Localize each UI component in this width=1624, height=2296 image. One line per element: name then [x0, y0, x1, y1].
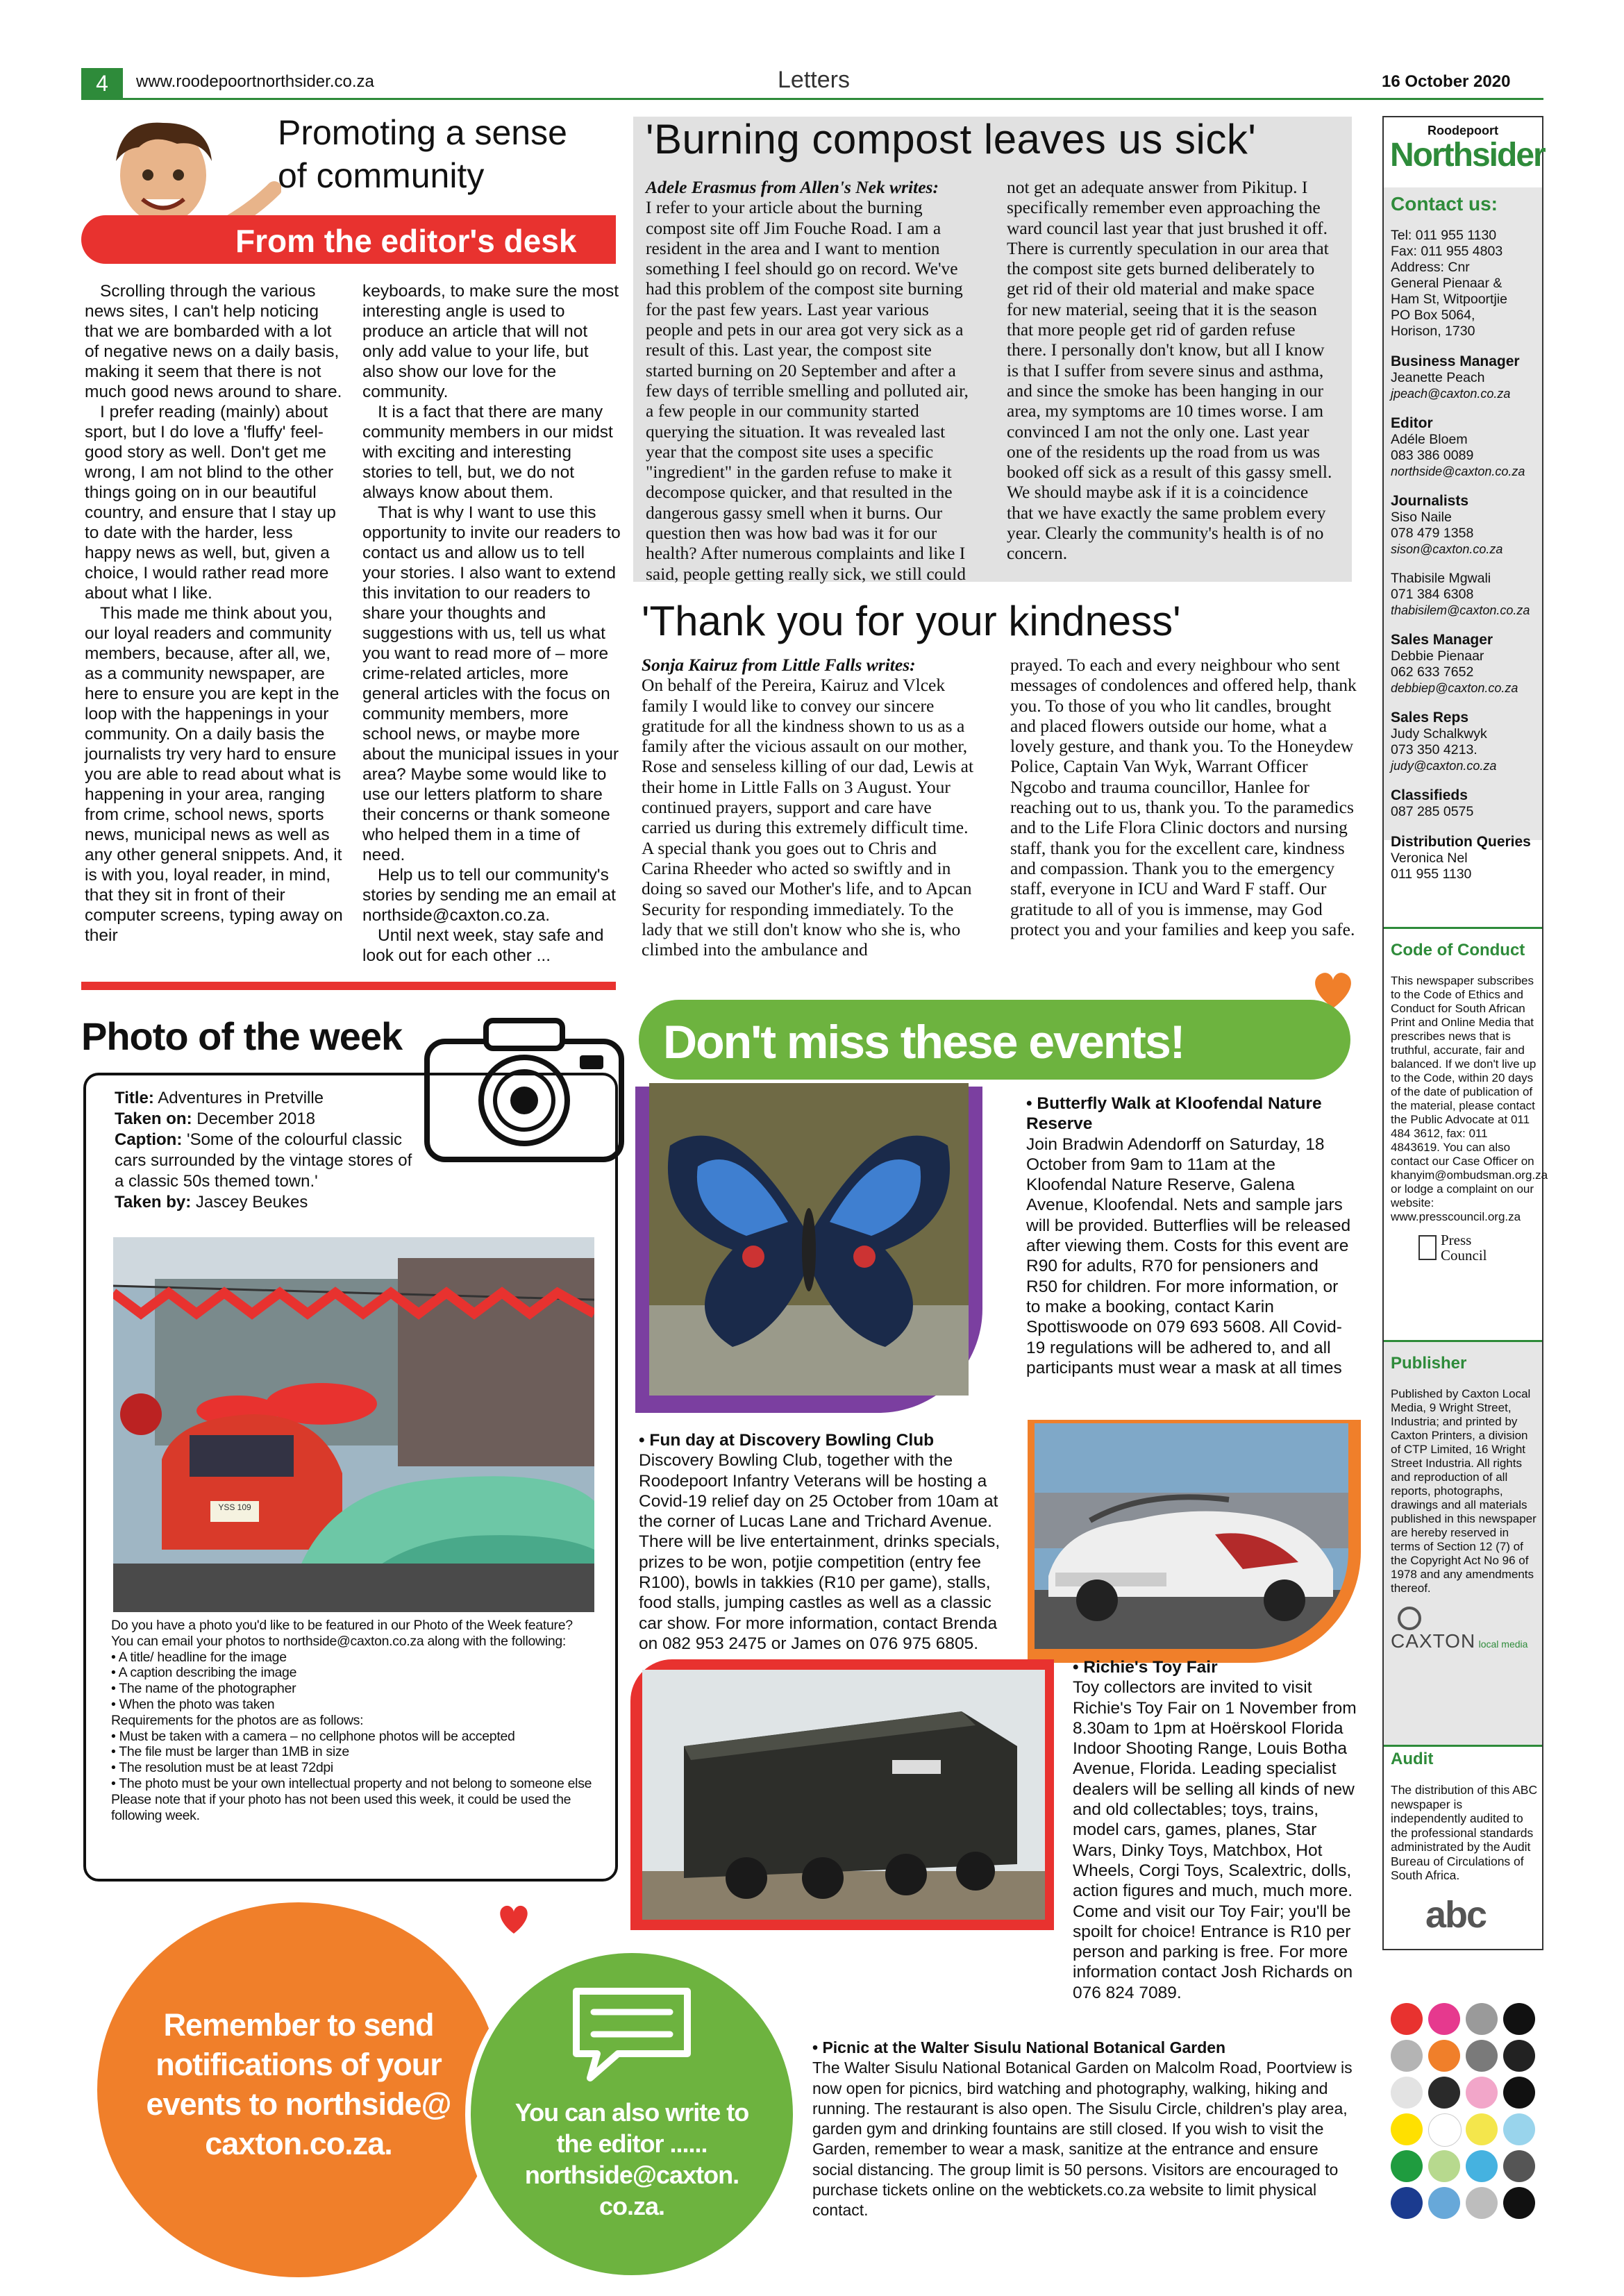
- staff-name: Debbie Pienaar: [1391, 648, 1484, 664]
- staff-role: Business Manager: [1391, 353, 1520, 369]
- instruction-line: • The resolution must be at least 72dpi: [111, 1760, 333, 1776]
- taken-by-label: Taken by:: [115, 1193, 192, 1212]
- staff-email[interactable]: jpeach@caxton.co.za: [1391, 387, 1511, 401]
- photographer: Jascey Beukes: [195, 1193, 308, 1212]
- contact-line: PO Box 5064,: [1391, 308, 1475, 323]
- audit-text: The distribution of this ABC newspaper is independently audited to the professional standards administrated by the Audit Bureau of Circulations of South Africa.: [1391, 1783, 1538, 1882]
- event-body: Discovery Bowling Club, together with the Roodepoort Infantry Veterans will be hosting a Covid-19 relief day on 25 October from 10am at the corner of Lucas Lane and Trichard Avenue. There will be live entertainment, drinks specials, prizes to be won, potjie competition (entry fee R100), bowls in takkies (R10 per game), stalls, food stalls, jumping castles as well as a classic car show. For more information, contact Brenda on 082 953 2475 or James on 076 975 6805.: [639, 1451, 1001, 1653]
- color-swatch: [1391, 2077, 1423, 2109]
- document-icon: [1418, 1235, 1437, 1260]
- orange-bubble-text: Remember to send notifications of your events to northside@ caxton.co.za.: [146, 2007, 451, 2161]
- contact-line: Fax: 011 955 4803: [1391, 244, 1503, 259]
- staff-phone: 073 350 4213.: [1391, 742, 1477, 757]
- staff-phone: 083 386 0089: [1391, 448, 1474, 463]
- color-swatch: [1428, 2003, 1460, 2035]
- staff-name: Jeanette Peach: [1391, 370, 1485, 385]
- color-swatch: [1503, 2040, 1535, 2072]
- color-swatch: [1428, 2040, 1460, 2072]
- event-title: • Fun day at Discovery Bowling Club: [639, 1431, 935, 1450]
- paragraph: Until next week, stay safe and look out for each other ...: [362, 926, 604, 965]
- events-banner-text: Don't miss these events!: [663, 1016, 1184, 1069]
- instruction-line: Requirements for the photos are as follows:: [111, 1712, 364, 1728]
- license-plate: YSS 109: [218, 1502, 251, 1512]
- staff-role: Journalists: [1391, 493, 1469, 509]
- toy-train-photo: [642, 1670, 1045, 1920]
- title-label: Title:: [115, 1089, 154, 1107]
- instruction-line: Please note that if your photo has not been used this week, it could be used the following week.: [111, 1791, 571, 1823]
- photo-title: Adventures in Pretville: [158, 1089, 324, 1107]
- masthead-small: Roodepoort: [1428, 124, 1498, 137]
- staff-phone: 071 384 6308: [1391, 587, 1474, 602]
- heart-decoration: [493, 1895, 535, 1937]
- staff-email[interactable]: debbiep@caxton.co.za: [1391, 681, 1518, 695]
- contact-heading: Contact us:: [1391, 193, 1498, 215]
- editor-banner-text: From the editor's desk: [235, 223, 577, 259]
- photo-date: December 2018: [196, 1109, 315, 1128]
- editor-bottom-rule: [81, 982, 616, 990]
- event-title: • Picnic at the Walter Sisulu National Botanical Garden: [812, 2038, 1226, 2056]
- event-title: • Butterfly Walk at Kloofendal Nature Reserve: [1026, 1094, 1322, 1134]
- color-swatch: [1466, 2003, 1498, 2035]
- color-swatch: [1391, 2113, 1423, 2145]
- contact-line: Horison, 1730: [1391, 324, 1475, 339]
- code-heading: Code of Conduct: [1391, 941, 1525, 960]
- thanks-headline: 'Thank you for your kindness': [642, 598, 1181, 644]
- color-swatch: [1391, 2150, 1423, 2182]
- photo-week-heading: Photo of the week: [81, 1014, 403, 1058]
- staff-role: Classifieds: [1391, 787, 1468, 803]
- paragraph: Help us to tell our community's stories by sending me an email at northside@caxton.co.za.: [362, 866, 616, 925]
- color-swatch: [1503, 2003, 1535, 2035]
- staff-role: Sales Manager: [1391, 632, 1493, 648]
- color-swatch: [1428, 2187, 1460, 2219]
- taken-on-label: Taken on:: [115, 1109, 192, 1128]
- staff-name: Veronica Nel: [1391, 850, 1468, 866]
- bowling-event: [639, 1430, 1014, 1654]
- instruction-line: • A caption describing the image: [111, 1665, 297, 1681]
- instruction-line: You can email your photos to northside@caxton.co.za along with the following:: [111, 1633, 567, 1649]
- event-body: The Walter Sisulu National Botanical Garden on Malcolm Road, Poortview is now open for picnics, bird watching and photography, walking, hiking and running. The restaurant is also open. The Sisulu Circle, children's play area, garden gym and drinking fountains are still closed. If you wish to visit the Garden, remember to wear a mask, sanitize at the entrance and ensure social distancing. The group limit is 50 persons. Visitors are encouraged to purchase tickets online on the webtickets.co.za website to limit physical contact.: [812, 2059, 1353, 2220]
- speech-bubble-icon: [569, 1984, 694, 2081]
- color-swatch: [1391, 2040, 1423, 2072]
- contact-line: General Pienaar &: [1391, 276, 1502, 291]
- event-body: Toy collectors are invited to visit Richie's Toy Fair on 1 November from 8.30am to 1pm at Hoërskool Florida Indoor Shooting Range, Louis Botha Avenue, Florida. Leading specialist dealers will be selling all kinds of new and old collectables; toys, trains, model cars, games, planes, Star Wars, Dinky Toys, Matchbox, Hot Wheels, Corgi Toys, Scalextric, dolls, action figures and much, much more. Come and visit our Toy Fair; you'll be spoilt for choice! Entrance is R10 per person and parking is free. For more information contact Josh Richards on 076 824 7089.: [1073, 1678, 1357, 2002]
- section-label: Letters: [778, 67, 850, 93]
- editor-column-1: [85, 281, 343, 946]
- caxton-logo: [1391, 1607, 1538, 1652]
- letter-body: prayed. To each and every neighbour who sent messages of condolences and offered help, thank you. To those of you who lit candles, brought and placed flowers outside our home, what a lovely gesture, and thank you. To the Honeydew Police, Captain Van Wyk, Warrant Officer Ngcobo and trauma councillor, Hanlee for reaching out to us, thank you. To the paramedics and to the Life Flora Clinic doctors and nursing staff, thank you for the excellent care, kindness and compassion. Thank you to the emergency staff, everyone in ICU and Ward F staff. Our gratitude to all of you is immense, may God protect you and your families and keep you safe.: [1010, 655, 1357, 939]
- pretville-photo: [113, 1237, 594, 1612]
- paragraph: It is a fact that there are many community members in our midst with exciting and interesting stories to tell, but, we do not always know about them.: [362, 403, 613, 502]
- photo-caption: 'Some of the colourful classic cars surrounded by the vintage stores of a classic 50s themed town.': [115, 1130, 412, 1191]
- color-swatch: [1466, 2113, 1498, 2145]
- picnic-event: [812, 2038, 1361, 2221]
- paragraph: keyboards, to make sure the most interesting angle is used to produce an article that will not only add value to your life, but also show our love for the community.: [362, 282, 619, 401]
- staff-email[interactable]: sison@caxton.co.za: [1391, 542, 1503, 556]
- staff-phone: 087 285 0575: [1391, 804, 1474, 819]
- letter-body: I refer to your article about the burning compost site off Jim Fouche Road. I am a resident in the area and I want to mention something I feel should go on record. We've had this problem of the compost site burning for the past few years. Last year various people and pets in our area got very sick as a result of this. Last year, the compost site started burning on 20 September and after a few days of terrible smelling and polluted air, a few people in our community started querying the situation. It was revealed last year that the compost site uses a specific "ingredient" in the garden refuse to make it decompose quicker, and that resulted in the dangerous gassy smell when it burns. Our question then was how bad was it for our health? After numerous complaints and like I said, people getting really sick, we still could: [646, 197, 969, 584]
- compost-column-2: [1007, 177, 1339, 564]
- caxton-logo-sub: local media: [1478, 1639, 1528, 1650]
- staff-role: Distribution Queries: [1391, 834, 1531, 850]
- editor-headline-line1: Promoting a sense: [278, 113, 567, 152]
- color-swatch: [1503, 2077, 1535, 2109]
- code-of-conduct: [1391, 941, 1548, 1264]
- publisher-heading: Publisher: [1391, 1354, 1467, 1373]
- instruction-line: • Must be taken with a camera – no cellphone photos will be accepted: [111, 1728, 515, 1744]
- paragraph: That is why I want to use this opportunity to invite our readers to contact us and allow us to tell your stories. I also want to extend this invitation to our readers to share your thoughts and suggestions with us, tell us what you want to read more of – more crime-related articles, more general articles with the focus on community members, more school news, or maybe more about the municipal issues in your area? Maybe some would like to use our letters platform to share their concerns or thank someone who helped them in a time of need.: [362, 503, 621, 864]
- page-number-box: [81, 68, 123, 99]
- thanks-column-2: [1010, 655, 1357, 939]
- color-swatch: [1428, 2077, 1460, 2109]
- abc-logo: abc: [1425, 1893, 1487, 1936]
- events-banner: [639, 1000, 1350, 1080]
- staff-name: Siso Naile: [1391, 510, 1452, 525]
- contact-block: [1391, 193, 1538, 882]
- contact-line: Address: Cnr: [1391, 260, 1470, 275]
- staff-email[interactable]: judy@caxton.co.za: [1391, 759, 1497, 773]
- color-swatches: [1384, 2003, 1542, 2225]
- thanks-column-1: [642, 655, 975, 960]
- butterfly-event: [1026, 1093, 1353, 1378]
- staff-phone: 078 479 1358: [1391, 526, 1474, 541]
- staff-name: Thabisile Mgwali: [1391, 571, 1491, 586]
- green-bubble-text: You can also write to the editor ...... northside@caxton. co.za.: [514, 2098, 749, 2220]
- color-swatch: [1466, 2150, 1498, 2182]
- press-council-logo: [1418, 1232, 1538, 1263]
- page-number: 4: [96, 71, 108, 96]
- color-swatch: [1503, 2150, 1535, 2182]
- issue-date: 16 October 2020: [1382, 72, 1511, 91]
- contact-line: Tel: 011 955 1130: [1391, 228, 1497, 243]
- color-swatch: [1428, 2150, 1460, 2182]
- compost-headline: 'Burning compost leaves us sick': [646, 116, 1257, 162]
- paragraph: I prefer reading (mainly) about sport, but I do love a 'fluffy' feel-good story as well. Don't get me wrong, I am not blind to the other things going on in our beautiful country, and ensure that I stay up to date with the harder, less happy news as well, but, given a choice, I would rather read more about what I like.: [85, 403, 336, 603]
- color-swatch: [1466, 2187, 1498, 2219]
- publisher-block: [1391, 1354, 1538, 1652]
- masthead-title: Northsider: [1390, 137, 1545, 174]
- color-swatch: [1391, 2003, 1423, 2035]
- swatch-grid: [1384, 2003, 1542, 2225]
- paragraph: This made me think about you, our loyal readers and community members, because, after all, we, as a community newspaper, are here to ensure you are kept in the loop with the happenings in your community. On a daily basis the journalists try very hard to ensure you are able to read about what is happening in your area, ranging from crime, school news, sports news, municipal news as well as any other general snippets. And, it is with you, loyal reader, in mind, that they sit in front of their computer screens, typing away on their: [85, 604, 343, 945]
- photo-details: [115, 1088, 420, 1213]
- color-swatch: [1466, 2077, 1498, 2109]
- event-title: • Richie's Toy Fair: [1073, 1658, 1218, 1677]
- instruction-line: • The name of the photographer: [111, 1681, 296, 1697]
- staff-name: Adéle Bloem: [1391, 432, 1468, 447]
- masthead: [1390, 124, 1545, 174]
- contact-line: Ham St, Witpoortjie: [1391, 292, 1507, 307]
- staff-email[interactable]: thabisilem@caxton.co.za: [1391, 603, 1530, 617]
- car-show-photo: [1035, 1423, 1348, 1649]
- event-body: Join Bradwin Adendorff on Saturday, 18 October from 9am to 11am at the Kloofendal Nature Reserve, Galena Avenue, Kloofendal. Nets and sample jars will be provided. Butterflies will be released after viewing them. Costs for this event are R90 for adults, R70 for pensioners and R50 for children. For more information, or to make a booking, contact Karin Spottiswoode on 079 693 5608. All Covid-19 regulations will be adhered to, and all participants must wear a mask at all times: [1026, 1134, 1351, 1377]
- compost-column-1: [646, 177, 972, 584]
- instruction-line: • A title/ headline for the image: [111, 1649, 287, 1665]
- photo-instructions: [111, 1618, 597, 1823]
- editor-banner: [81, 215, 616, 264]
- toyfair-event: [1073, 1657, 1357, 2003]
- color-swatch: [1428, 2113, 1462, 2147]
- audit-heading: Audit: [1391, 1750, 1434, 1768]
- butterfly-photo: [649, 1083, 969, 1396]
- publisher-text: Published by Caxton Local Media, 9 Wright Street, Industria; and printed by Caxton Printers, a division of CTP Limited, 16 Wright Street Industria. All rights and reproduction of all reports, photographs, drawings and all materials published in this newspaper are hereby reserved in terms of Section 12 (7) of the Copyright Act No 96 of 1978 and any amendments thereof.: [1391, 1387, 1537, 1595]
- staff-phone: 011 955 1130: [1391, 866, 1472, 882]
- letter-body: On behalf of the Pereira, Kairuz and Vlcek family I would like to convey our sincere gratitude for all the kindness shown to us as a family after the vicious assault on our mother, Rose and senseless killing of our dad, Lewis at their home in Little Falls on 3 August. Your continued prayers, support and care have carried us during this extremely difficult time. A special thank you goes out to Chris and Carina Rheeder who acted so swiftly and in doing so saved our Mother's life, and to Apcan Security for responding immediately. To the lady that we still don't know who she is, who climbed into the ambulance and: [642, 675, 974, 960]
- sidebar-divider: [1384, 1745, 1542, 1747]
- header-rule: [81, 98, 1543, 100]
- byline: Sonja Kairuz from Little Falls writes:: [642, 655, 916, 675]
- staff-name: Judy Schalkwyk: [1391, 726, 1487, 741]
- staff-role: Sales Reps: [1391, 710, 1469, 726]
- press-council-label: Press Council: [1441, 1232, 1487, 1264]
- caxton-mark-icon: [1398, 1607, 1421, 1630]
- staff-role: Editor: [1391, 415, 1433, 431]
- audit-block: [1391, 1750, 1538, 1934]
- sidebar-divider: [1384, 927, 1542, 929]
- paragraph: Scrolling through the various news sites, I can't help noticing that we are bombarded with a lot of negative news on a daily basis, making it seem that there is not much good news around to share.: [85, 282, 342, 401]
- editor-headline: [278, 111, 625, 197]
- color-swatch: [1391, 2187, 1423, 2219]
- website[interactable]: www.roodepoortnorthsider.co.za: [136, 72, 374, 91]
- staff-phone: 062 633 7652: [1391, 664, 1474, 680]
- instruction-line: • The file must be larger than 1MB in size: [111, 1744, 349, 1760]
- color-swatch: [1503, 2187, 1535, 2219]
- instruction-line: Do you have a photo you'd like to be featured in our Photo of the Week feature?: [111, 1618, 573, 1633]
- staff-email[interactable]: northside@caxton.co.za: [1391, 464, 1525, 478]
- editor-column-2: [362, 281, 621, 966]
- color-swatch: [1503, 2113, 1535, 2145]
- color-swatch: [1466, 2040, 1498, 2072]
- byline: Adele Erasmus from Allen's Nek writes:: [646, 177, 939, 197]
- editor-headline-line2: of community: [278, 156, 485, 195]
- caption-label: Caption:: [115, 1130, 183, 1149]
- instruction-line: • The photo must be your own intellectual property and not belong to someone else: [111, 1775, 592, 1791]
- letter-body: not get an adequate answer from Pikitup. I specifically remember even approaching the ward council last year that just brushed it off. There is currently speculation in our area that the compost site gets burned deliberately to get rid of their old material and make space for new material, seeing that it is the season that more people get rid of garden refuse there. I personally don't know, but all I know is that I suffer from severe sinus and asthma, and since the smoke has been hanging in our area, my symptoms are 10 times worse. I am convinced I am not the only one. Last year one of the residents up the road from us was booked off sick as a result of this gassy smell. We should maybe ask if it is a coincidence that we have exactly the same problem every year. Clearly the community's health is of no concern.: [1007, 177, 1332, 564]
- instruction-line: • When the photo was taken: [111, 1696, 275, 1712]
- code-text: This newspaper subscribes to the Code of Ethics and Conduct for South African Print and Online Media that prescribes news that is truthful, accurate, fair and balanced. If we don't live up to the Code, within 20 days of the date of publication of the material, please contact the Public Advocate at 011 484 3612, fax: 011 4843619. You can also contact our Case Officer on khanyim@ombudsman.org.za or lodge a complaint on our website: www.presscouncil.org.za: [1391, 974, 1548, 1223]
- caxton-logo-text: CAXTON: [1391, 1630, 1476, 1652]
